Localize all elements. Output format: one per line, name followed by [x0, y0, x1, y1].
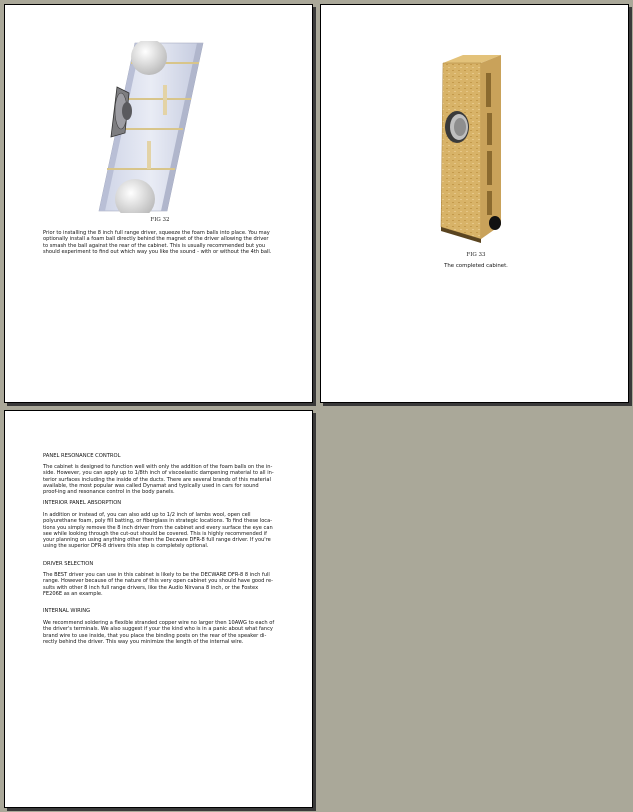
- document-page-3: [4, 410, 313, 808]
- section-heading: INTERIOR PANEL ABSORPTION: [43, 500, 122, 506]
- document-page-1: [4, 4, 313, 403]
- completed-cabinet-figure: [433, 51, 517, 247]
- document-page-2: [320, 4, 629, 403]
- cabinet-cutaway-figure: [95, 41, 207, 213]
- section-body: In addition or instead of, you can also add up to 1/2 inch of lambs wool, open cell polyurethane foam, poly fill batting, or fiberglass in strategic locations. To find these loca-tions you simply remove the 8 inch driver from the cabinet and every surface the eye can see while looking through the cut-out should be covered. This is highly recommended if your planning on using anything other then the Decware DFR-8 full range driver. If you're using the superior DFR-8 drivers this step is completely optional.: [43, 512, 273, 550]
- section-body: We recommend soldering a flexible stranded copper wire no larger then 10AWG to each of the driver's terminals. We also suggest if your the kind who is in a panic about what fancy brand wire to use inside, that you place the binding posts on the rear of the speaker di-rectly behind the driver. This way you minimize the length of the internal wire.: [43, 620, 275, 645]
- body-paragraph: Prior to installing the 8 inch full range driver, squeeze the foam balls into place. You may optionally install a foam ball directly behind the magnet of the driver allowing the driver to smash the ball against the rear of the cabinet. This is usually recommended but you should experiment to find out which way you like the sound - with or without the 4th ball.: [43, 230, 272, 255]
- section-body: The BEST driver you can use in this cabinet is likely to be the DECWARE DFR-8 8 inch full range. However because of the nature of this very open cabinet you should have good re-sults with other 8 inch full range drivers, like the Audio Nirvana 8 inch, or the Fostex FE206E as an example.: [43, 572, 273, 597]
- section-heading: INTERNAL WIRING: [43, 608, 91, 614]
- section-heading: PANEL RESONANCE CONTROL: [43, 453, 121, 459]
- figure-caption: The completed cabinet.: [444, 263, 508, 269]
- figure-label: FIG 32: [150, 217, 170, 223]
- figure-label: FIG 33: [466, 252, 486, 258]
- section-heading: DRIVER SELECTION: [43, 561, 94, 567]
- section-body: The cabinet is designed to function well with only the addition of the foam balls on the in-side. However, you can apply up to 1/8th inch of viscoelastic dampening material to all in-terior surfaces including the inside of the ducts. There are several brands of this material available, the most popular was called Dynamat and typically used in cars for sound proof-ing and resonance control in the body panels.: [43, 464, 274, 496]
